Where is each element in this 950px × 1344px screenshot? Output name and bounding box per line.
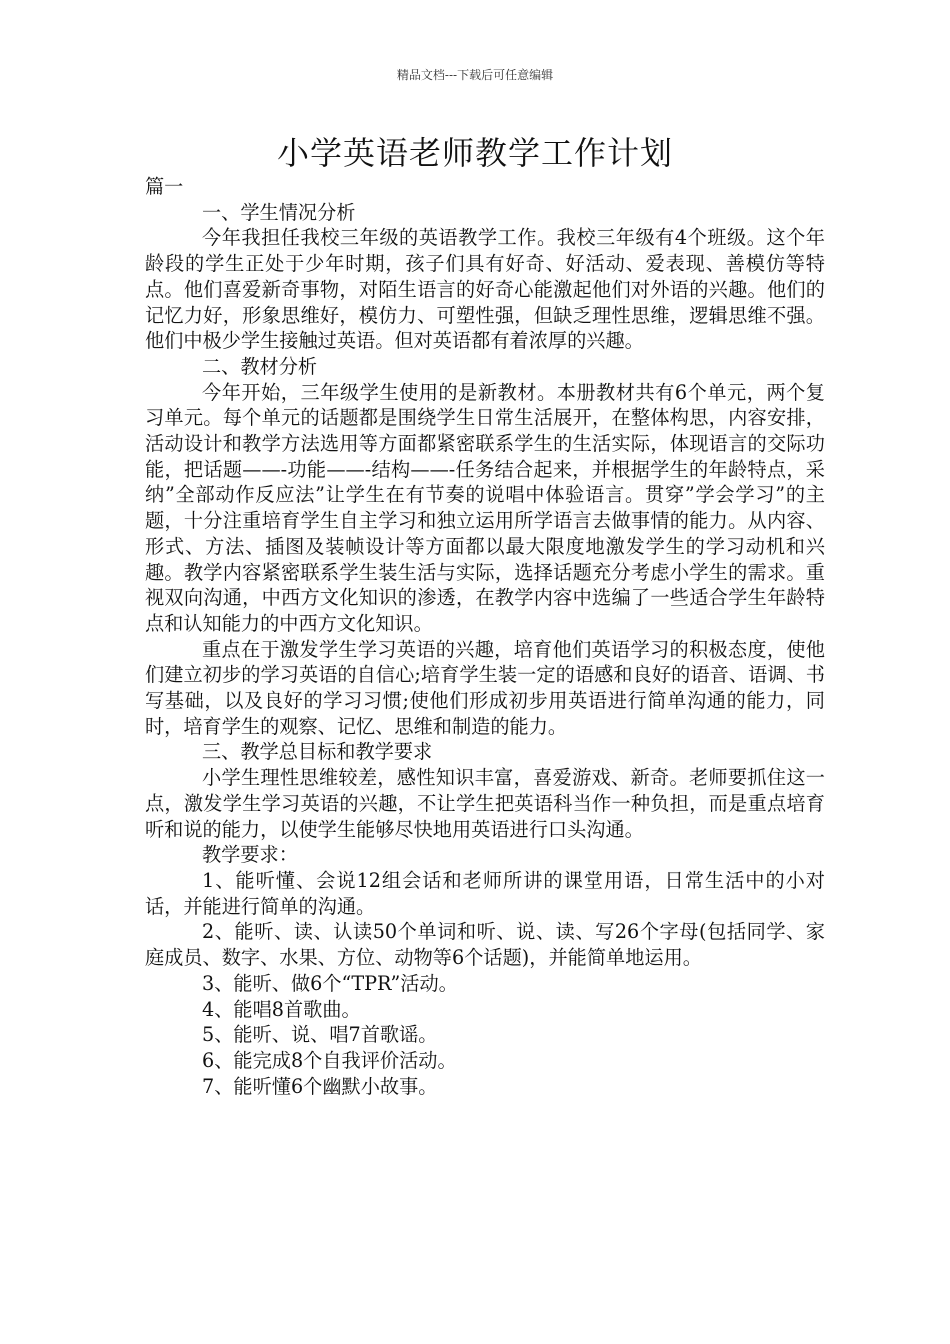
body-paragraph: 今年开始，三年级学生使用的是新教材。本册教材共有6个单元，两个复习单元。每个单元的话题都是围绕学生日常生活展开，在整体构思，内容安排，活动设计和教学方法选用等方面都紧密联系学生的生活实际，体现语言的交际功能，把话题——-功能——-结构——-任务结合起来，并根据学生的年龄特点，采纳”全部动作反应法”让学生在有节奏的说唱中体验语言。贯穿”学会学习”的主题，十分注重培育学生自主学习和独立运用所学语言去做事情的能力。从内容、形式、方法、插图及装帧设计等方面都以最大限度地激发学生的学习动机和兴趣。教学内容紧密联系学生装生活与实际，选择话题充分考虑小学生的需求。重视双向沟通，中西方文化知识的渗透，在教学内容中选编了一些适合学生年龄特点和认知能力的中西方文化知识。 [145, 380, 825, 635]
list-item: 4、能唱8首歌曲。 [202, 997, 361, 1021]
list-item: 1、能听懂、会说12组会话和老师所讲的课堂用语，日常生活中的小对话，并能进行简单的沟通。 [145, 868, 825, 918]
section-heading: 一、学生情况分析 [202, 200, 356, 224]
body-paragraph: 今年我担任我校三年级的英语教学工作。我校三年级有4个班级。这个年龄段的学生正处于少年时期，孩子们具有好奇、好活动、爱表现、善模仿等特点。他们喜爱新奇事物，对陌生语言的好奇心能激起他们对外语的兴趣。他们的记忆力好，形象思维好，模仿力、可塑性强，但缺乏理性思维，逻辑思维不强。他们中极少学生接触过英语。但对英语都有着浓厚的兴趣。 [145, 226, 825, 353]
body-paragraph: 重点在于激发学生学习英语的兴趣，培育他们英语学习的积极态度，使他们建立初步的学习英语的自信心;培育学生装一定的语感和良好的语音、语调、书写基础，以及良好的学习习惯;使他们形成初步用英语进行简单沟通的能力，同时，培育学生的观察、记忆、思维和制造的能力。 [145, 637, 825, 738]
list-item: 3、能听、做6个“TPR”活动。 [202, 971, 458, 995]
page-header: 精品文档---下载后可任意编辑 [396, 68, 554, 82]
body-paragraph: 小学生理性思维较差，感性知识丰富，喜爱游戏、新奇。老师要抓住这一点，激发学生学习英语的兴趣，不让学生把英语科当作一种负担，而是重点培育听和说的能力，以使学生能够尽快地用英语进行口头沟通。 [145, 766, 825, 841]
section-label: 篇一 [145, 175, 184, 198]
list-item: 6、能完成8个自我评价活动。 [202, 1048, 457, 1072]
list-item: 7、能听懂6个幽默小故事。 [202, 1074, 438, 1098]
list-item: 2、能听、读、认读50个单词和听、说、读、写26个字母(包括同学、家庭成员、数字、水果、方位、动物等6个话题)，并能简单地运用。 [145, 920, 825, 970]
section-heading: 二、教材分析 [202, 354, 318, 378]
section-heading: 三、教学总目标和教学要求 [202, 740, 433, 764]
document-title: 小学英语老师教学工作计划 [276, 134, 673, 172]
subheading: 教学要求： [202, 843, 298, 867]
list-item: 5、能听、说、唱7首歌谣。 [202, 1023, 438, 1047]
document-body [145, 174, 825, 1099]
